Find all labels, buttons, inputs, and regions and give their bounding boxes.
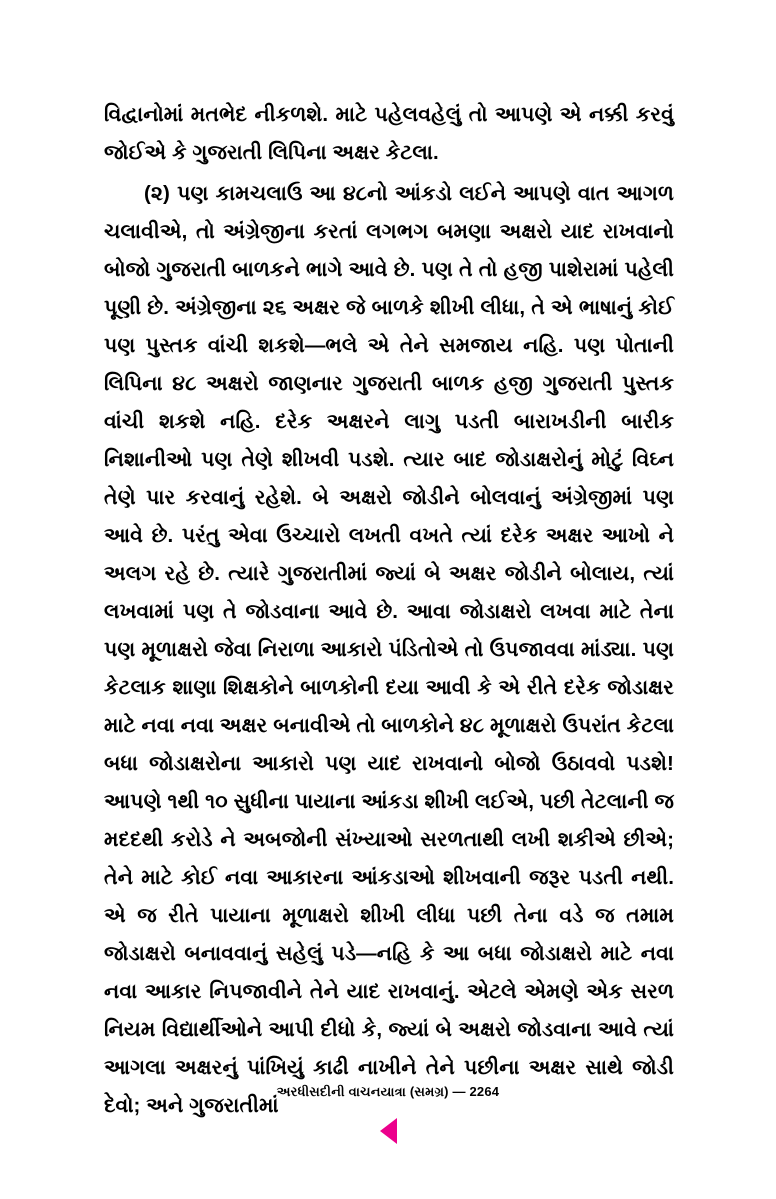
footer-citation: અરધીસદીની વાચનયાત્રા (સમગ્ર) — 2264 <box>276 1084 500 1099</box>
page-navigation <box>0 1118 776 1149</box>
paragraph: (૨) પણ કામચલાઉ આ ૪૮નો આંકડો લઈને આપણે વાત આગળ ચલાવીએ, તો અંગ્રેજીના કરતાં લગભગ બમણા અક્ષરો યાદ રાખવાનો બોજો ગુજરાતી બાળકને ભાગે આવે છે. પણ તે તો હજી પાશેરામાં પહેલી પૂણી છે. અંગ્રેજીના ૨૬ અક્ષર જે બાળકે શીખી લીધા, તે એ ભાષાનું કોઈ પણ પુસ્તક વાંચી શકશે—ભલે એ તેને સમજાય નહિ. પણ પોતાની લિપિના ૪૮ અક્ષરો જાણનાર ગુજરાતી બાળક હજી ગુજરાતી પુસ્તક વાંચી શકશે નહિ. દરેક અક્ષરને લાગુ પડતી બારાખડીની બારીક નિશાનીઓ પણ તેણે શીખવી પડશે. ત્યાર બાદ જોડાક્ષરોનું મોટું વિઘ્ન તેણે પાર કરવાનું રહેશે. બે અક્ષરો જોડીને બોલવાનું અંગ્રેજીમાં પણ આવે છે. પરંતુ એવા ઉચ્ચારો લખતી વખતે ત્યાં દરેક અક્ષર આખો ને અલગ રહે છે. ત્યારે ગુજરાતીમાં જ્યાં બે અક્ષર જોડીને બોલાય, ત્યાં લખવામાં પણ તે જોડવાના આવે છે. આવા જોડાક્ષરો લખવા માટે તેના પણ મૂળાક્ષરો જેવા નિરાળા આકારો પંડિતોએ તો ઉપજાવવા માંડ્યા. પણ કેટલાક શાણા શિક્ષકોને બાળકોની દયા આવી કે એ રીતે દરેક જોડાક્ષર માટે નવા નવા અક્ષર બનાવીએ તો બાળકોને ૪૮ મૂળાક્ષરો ઉપરાંત કેટલા બધા જોડાક્ષરોના આકારો પણ યાદ રાખવાનો બોજો ઉઠાવવો પડશે! આપણે ૧થી ૧૦ સુધીના પાયાના આંકડા શીખી લઈએ, પછી તેટલાની જ મદદથી કરોડે ને અબજોની સંખ્યાઓ સરળતાથી લખી શકીએ છીએ; તેને માટે કોઈ નવા આકારના આંકડાઓ શીખવાની જરૂર પડતી નથી. એ જ રીતે પાયાના મૂળાક્ષરો શીખી લીધા પછી તેના વડે જ તમામ જોડાક્ષરો બનાવવાનું સહેલું પડે—નહિ કે આ બધા જોડાક્ષરો માટે નવા નવા આકાર નિપજાવીને તેને યાદ રાખવાનું. એટલે એમણે એક સરળ નિયમ વિદ્યાર્થીઓને આપી દીધો કે, જ્યાં બે અક્ષરો જોડવાના આવે ત્યાં આગલા અક્ષરનું પાંખિયું કાઢી નાખીને તેને પછીના અક્ષર સાથે જોડી દેવો; અને ગુજરાતીમાં <box>104 182 674 1117</box>
paragraph: વિદ્વાનોમાં મતભેદ નીકળશે. માટે પહેલવહેલું તો આપણે એ નક્કી કરવું જોઈએ કે ગુજરાતી લિપિના અક્ષર કેટલા. <box>104 103 674 164</box>
page-footer <box>0 1083 776 1101</box>
body-text-column <box>104 96 674 1125</box>
previous-page-icon[interactable] <box>380 1118 397 1144</box>
